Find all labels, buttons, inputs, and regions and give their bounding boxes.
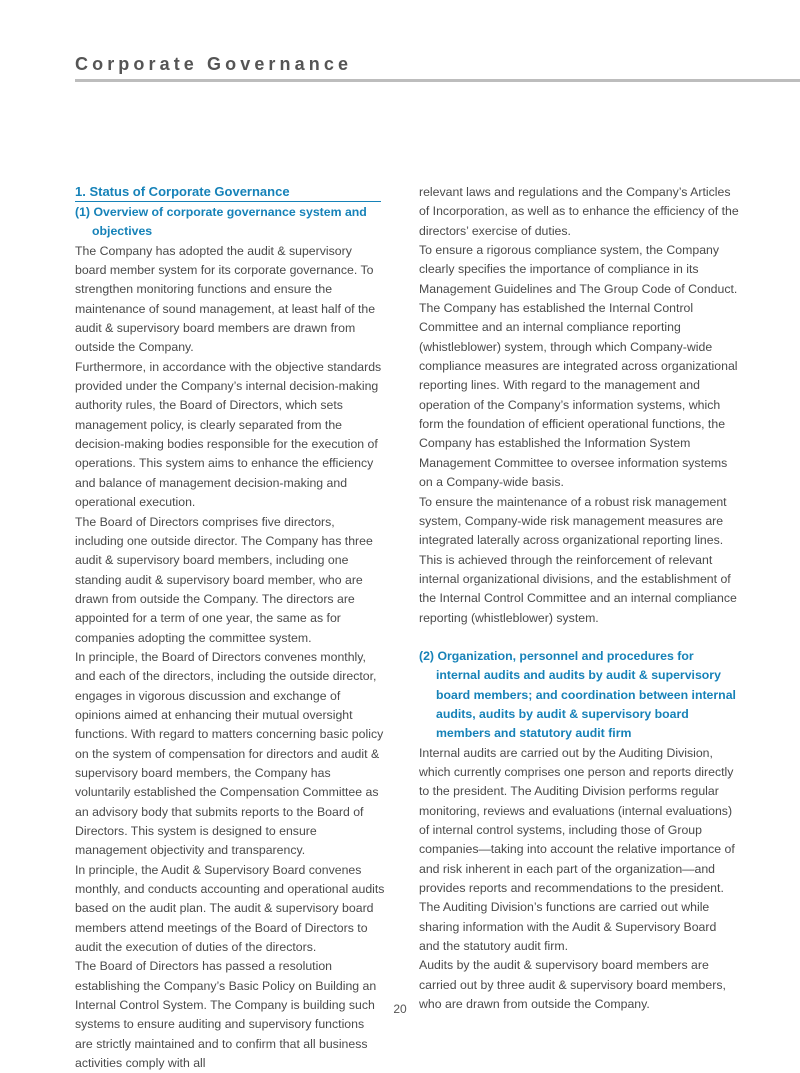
page-number: 20 [393,1002,407,1016]
subheading-overview: (1) Overview of corporate governance system and objectives [75,205,367,239]
right-column [419,183,739,1014]
paragraph: To ensure the maintenance of a robust risk management system, Company-wide risk management measures are integrated laterally across organizational reporting lines. This is achieved through the reinforcement of relevant internal organizational divisions, and the establishment of the Internal Control Committee and an internal compliance reporting (whistleblower) system. [419,494,737,625]
header-rule [75,79,800,82]
paragraph: Audits by the audit & supervisory board members are carried out by three audit & supervisory board members, who are drawn from outside the Company. [419,958,726,1012]
paragraph: relevant laws and regulations and the Company’s Articles of Incorporation, as well as to enhance the efficiency of the directors’ exercise of duties. [419,185,739,238]
section-title: 1. Status of Corporate Governance [75,183,381,202]
paragraph: The Board of Directors comprises five directors, including one outside director. The Company has three audit & supervisory board members, including one standing audit & supervisory board member, who are drawn from outside the Company. The directors are appointed for a term of one year, the same as for companies adopting the committee system. [75,514,373,645]
paragraph: Internal audits are carried out by the Auditing Division, which currently comprises one person and reports directly to the president. The Auditing Division performs regular monitoring, reviews and evaluations (internal evaluations) of internal control systems, including those of Group companies—taking into account the relative importance of and risk inherent in each part of the organization—and provides reports and recommendations to the president. The Auditing Division’s functions are carried out while sharing information with the Audit & Supervisory Board and the statutory audit firm. [419,745,735,954]
left-column [75,183,385,1073]
paragraph: To ensure a rigorous compliance system, the Company clearly specifies the importance of compliance in its Management Guidelines and The Group Code of Conduct. The Company has established the Internal Control Committee and an internal compliance reporting (whistleblower) system, through which Company-wide compliance measures are integrated across organizational reporting lines. With regard to the management and operation of the Company’s information systems, which form the foundation of efficient operational functions, the Company has established the Information System Management Committee to oversee information systems on a Company-wide basis. [419,243,738,490]
page-header-title: Corporate Governance [75,54,353,74]
paragraph: The Company has adopted the audit & supervisory board member system for its corporate governance. To strengthen monitoring functions and ensure the maintenance of sound management, at least half of the audit & supervisory board members are drawn from outside the Company. [75,243,376,355]
paragraph: The Board of Directors has passed a resolution establishing the Company’s Basic Policy on Building an Internal Control System. The Company is building such systems to ensure auditing and supervisory functions are strictly maintained and to confirm that all business activities comply with all [75,959,377,1071]
paragraph: In principle, the Audit & Supervisory Board convenes monthly, and conducts accounting and operational audits based on the audit plan. The audit & supervisory board members attend meetings of the Board of Directors to audit the execution of duties of the directors. [75,862,385,955]
paragraph: In principle, the Board of Directors convenes monthly, and each of the directors, including the outside director, engages in vigorous discussion and exchange of opinions aimed at enhancing their mutual oversight functions. With regard to matters concerning basic policy on the system of compensation for directors and audit & supervisory board members, the Company has voluntarily established the Compensation Committee as an advisory body that submits reports to the Board of Directors. This system is designed to ensure management objectivity and transparency. [75,649,384,858]
paragraph-gap [419,628,739,647]
subheading-internal-audits: (2) Organization, personnel and procedures for internal audits and audits by audit & supervisory board members; and coordination between internal audits, audits by audit & supervisory board members and statutory audit firm [419,648,736,741]
paragraph: Furthermore, in accordance with the objective standards provided under the Company’s internal decision-making authority rules, the Board of Directors, which sets management policy, is clearly separated from the decision-making bodies responsible for the execution of operations. This system aims to enhance the efficiency and balance of management decision-making and operational execution. [75,359,382,510]
